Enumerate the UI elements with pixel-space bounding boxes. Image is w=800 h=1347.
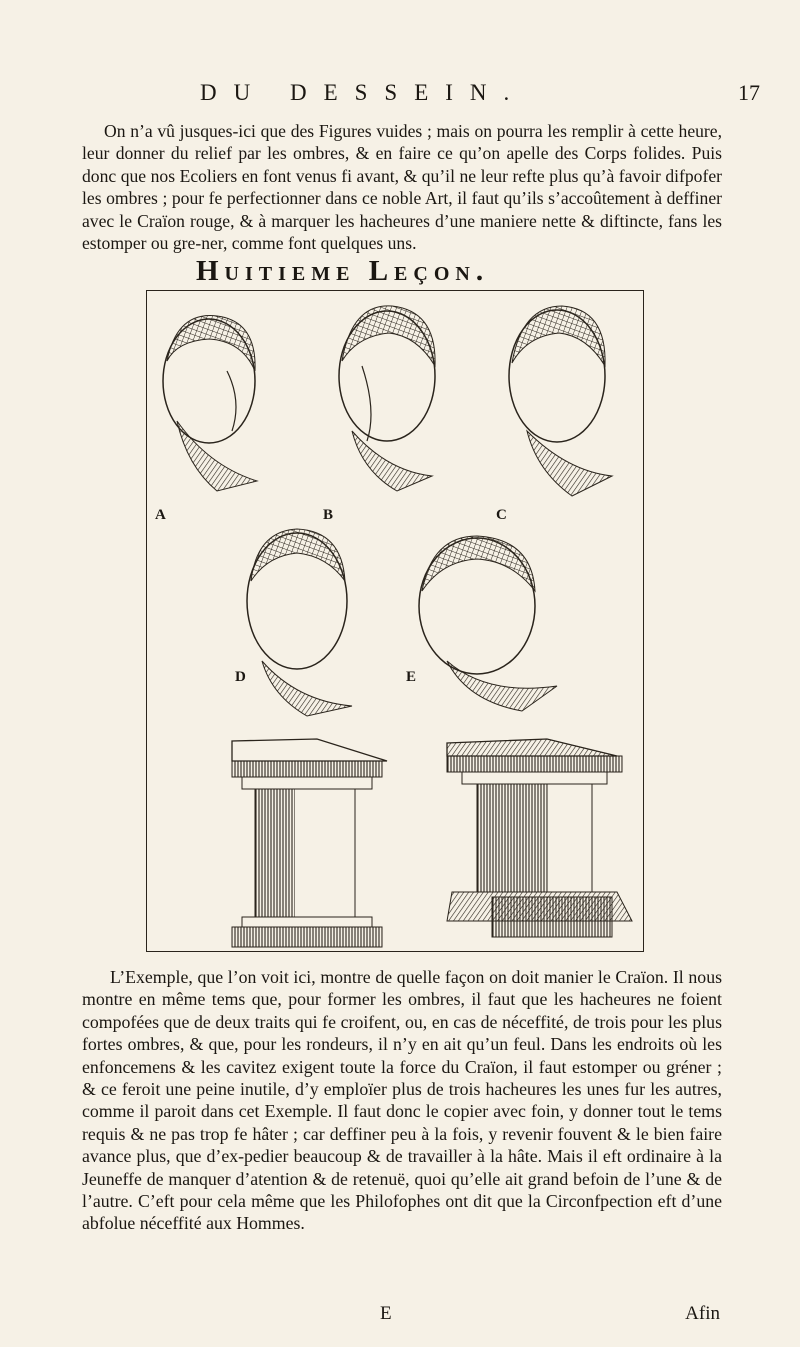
pedestal-right xyxy=(447,739,632,937)
figure-label-e: E xyxy=(406,669,417,685)
figure-label-d: D xyxy=(235,669,246,685)
engraving-plate xyxy=(146,290,644,952)
page-header xyxy=(200,80,760,106)
head-d xyxy=(247,529,352,716)
catchword: Afin xyxy=(685,1303,720,1324)
head-e xyxy=(419,536,557,711)
lesson-heading: Huitieme Leçon. xyxy=(196,255,490,287)
paragraph-bottom: L’Exemple, que l’on voit ici, montre de quelle façon on doit manier le Craïon. Il nous montre en même tems que, pour former les ombres, il faut que les hacheures ne foient compofées que de deux traits qui fe croifent, ou, en cas de néceffité, de trois pour les plus fortes ombres, & que, pour les rondeurs, il n’y en ait qu’un feul. Dans les endroits où les enfoncemens & les cavitez exigent toute la force du Craïon, il faut estomper ou gréner ; & ce feroit une peine inutile, d’y emploïer plus de trois hacheures les unes fur les autres, comme il paroit dans cet Exemple. Il faut donc le copier avec foin, y donner tout le tems requis & ne pas trop fe hâter ; car deffiner peu à la fois, y revenir fouvent & le bien faire avance plus, que d’ex-pedier beaucoup & de travailler à la hâte. Mais il eft ordinaire à la Jeuneffe de manquer d’atention & de retenuë, quoi qu’elle ait grand befoin de l’une & de l’autre. C’eft pour cela même que les Philofophes ont dit que la Circonfpection eft d’une abfolue néceffité aux Hommes. xyxy=(82,967,722,1234)
signature-mark: E xyxy=(380,1303,392,1324)
engraving-illustration xyxy=(147,291,643,951)
page-number: 17 xyxy=(738,80,760,105)
head-c xyxy=(509,306,612,496)
figure-label-b: B xyxy=(323,507,334,523)
figure-label-a: A xyxy=(155,507,166,523)
page-footer xyxy=(280,1303,720,1325)
paragraph-top: On n’a vû jusques-ici que des Figures vuides ; mais on pourra les remplir à cette heure, leur donner du relief par les ombres, & en faire ce qu’on apelle des Corps folides. Puis donc que nos Ecoliers en font venus fi avant, & qu’il ne leur refte plus qu’à favoir difpofer les ombres ; pour fe perfectionner dans ce noble Art, il faut qu’ils s’accoûtement à deffiner avec le Craïon rouge, & à marquer les hacheures d’une maniere nette & diftincte, fans les estomper ou gre-ner, comme font quelques uns. xyxy=(82,121,722,254)
pedestal-left xyxy=(232,739,387,947)
head-a xyxy=(163,316,257,491)
running-title: DU DESSEIN. xyxy=(200,80,527,105)
head-b xyxy=(339,306,435,491)
figure-label-c: C xyxy=(496,507,507,523)
